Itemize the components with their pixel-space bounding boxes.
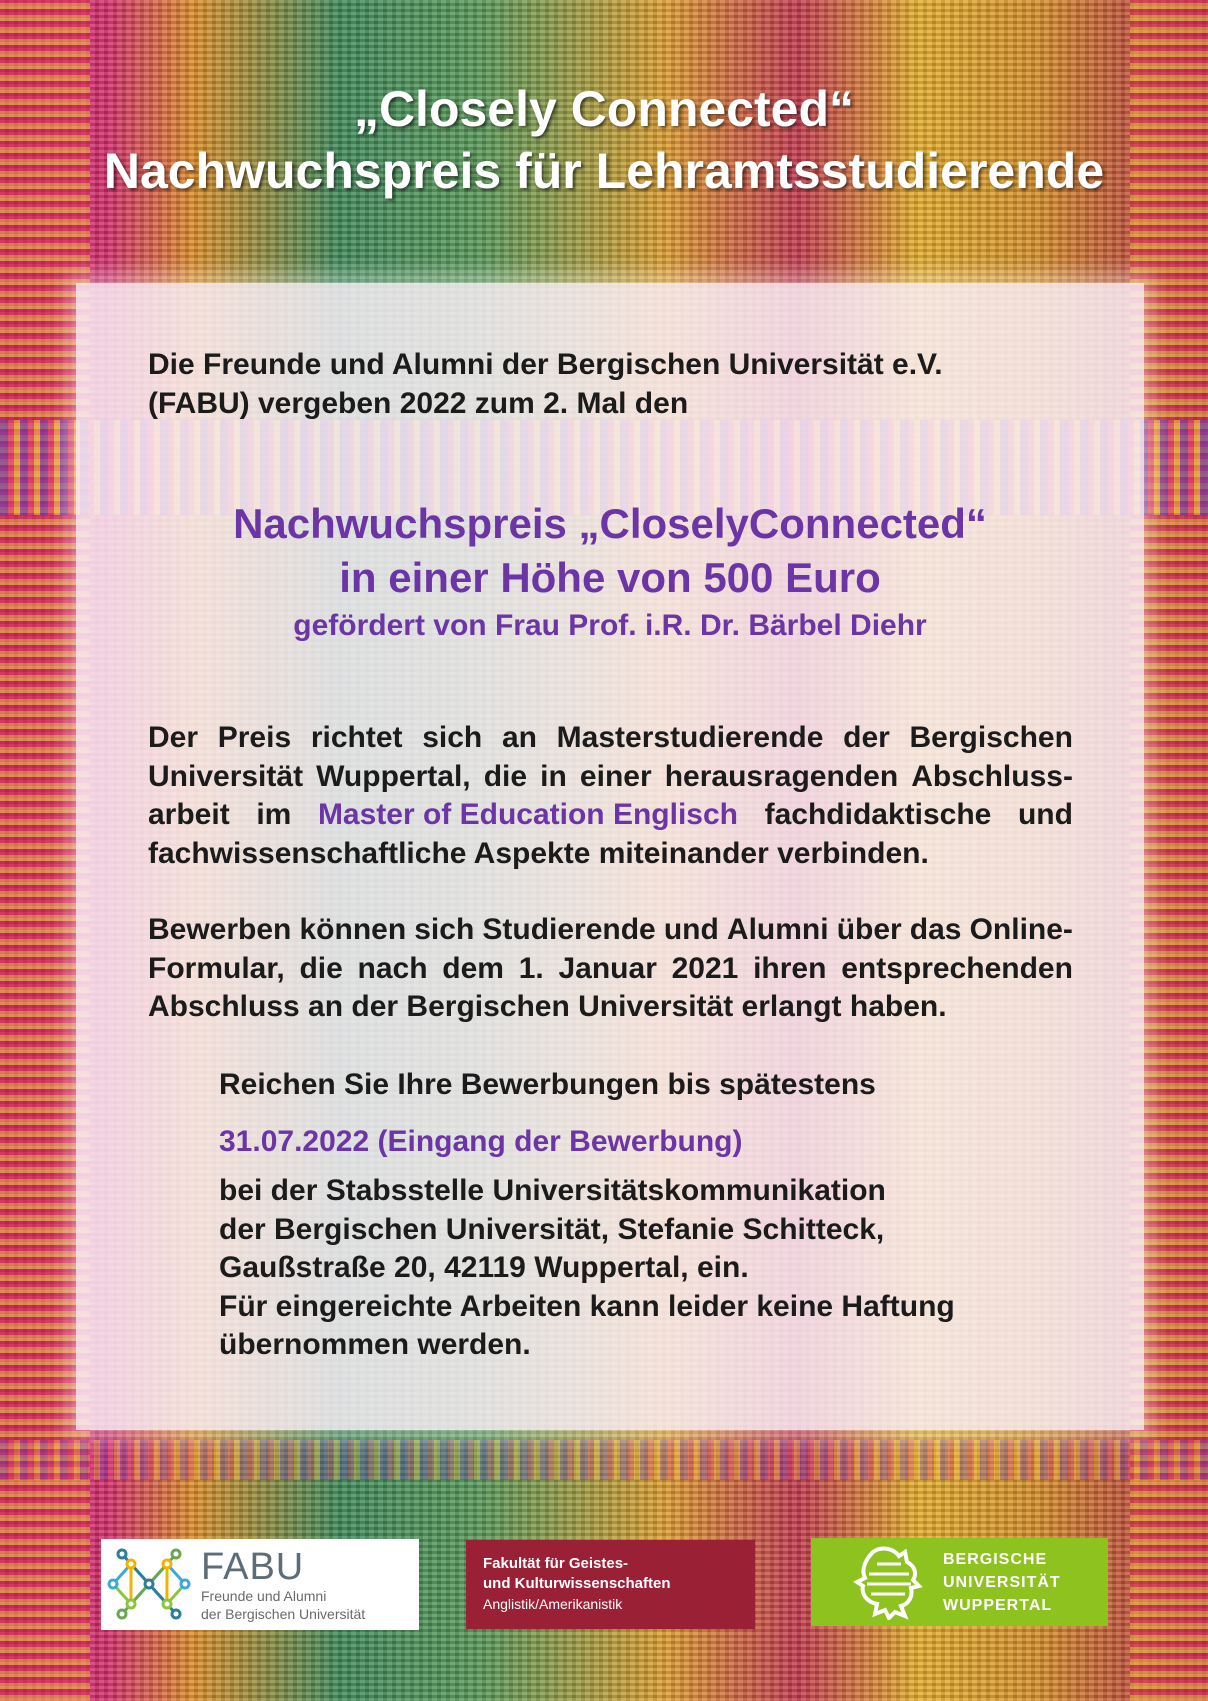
prize-sponsor: gefördert von Frau Prof. i.R. Dr. Bärbel Diehr: [293, 609, 927, 642]
word: Der: [148, 721, 199, 754]
word: und: [663, 913, 719, 946]
word: die: [299, 951, 343, 985]
department-name: Anglistik/Amerikanistik: [483, 1596, 623, 1612]
justified-line: [148, 796, 1073, 835]
address-line: der Bergischen Universität, Stefanie Schitteck,: [219, 1212, 885, 1246]
intro-line: (FABU) vergeben 2022 zum 2. Mal den: [148, 387, 689, 420]
word: Formular,: [148, 951, 285, 985]
network-icon: [105, 1544, 191, 1626]
word: fachdidaktische: [764, 798, 992, 831]
word: sich: [422, 721, 483, 754]
word: nach: [357, 951, 428, 985]
justified-line: [148, 950, 1073, 989]
word: können: [299, 913, 407, 946]
deadline-date: 31.07.2022 (Eingang der Bewerbung): [219, 1125, 743, 1158]
word: einer: [579, 759, 652, 793]
faculty-name: und Kulturwissenschaften: [483, 1575, 671, 1592]
header-title: „Closely Connected“: [353, 81, 855, 137]
word: ihren: [753, 951, 827, 985]
university-name-line: WUPPERTAL: [943, 1596, 1053, 1614]
word: 1.: [518, 951, 544, 985]
university-name-line: BERGISCHE: [943, 1550, 1048, 1568]
prize-title: Nachwuchspreis „CloselyConnected“: [233, 500, 987, 547]
program-name: Master of Education Englisch: [317, 798, 738, 831]
word: Januar: [558, 951, 657, 985]
paragraph-line: Abschluss an der Bergischen Universität erlangt haben.: [148, 990, 947, 1023]
fabu-name: FABU: [201, 1545, 305, 1588]
header-subtitle: Nachwuchspreis für Lehramtsstudierende: [103, 143, 1105, 199]
address-line: bei der Stabsstelle Universitätskommunikation: [219, 1174, 886, 1207]
intro-line: Die Freunde und Alumni der Bergischen Universität e.V.: [148, 348, 943, 381]
word: 2021: [671, 951, 739, 985]
lion-icon: [853, 1544, 925, 1620]
word: Preis: [217, 721, 292, 754]
word: dem: [442, 951, 504, 985]
word: Bewerben: [148, 913, 292, 946]
application-paragraph: [148, 911, 1073, 1027]
prize-amount: in einer Höhe von 500 Euro: [339, 554, 881, 601]
word: Online-: [969, 913, 1073, 946]
deadline-intro: Reichen Sie Ihre Bewerbungen bis spätestens: [219, 1068, 876, 1101]
intro-text: [148, 345, 1078, 423]
word: über: [836, 913, 902, 946]
liability-note: übernommen werden.: [219, 1328, 531, 1361]
word: das: [909, 913, 962, 946]
word: in: [540, 759, 567, 793]
word: richtet: [310, 721, 403, 754]
university-name-line: UNIVERSITÄT: [943, 1573, 1061, 1591]
word: Universität: [148, 759, 304, 793]
word: Alumni: [726, 913, 829, 946]
justified-line: [148, 758, 1073, 797]
university-name: [943, 1548, 1061, 1617]
word: die: [483, 759, 528, 793]
fabu-wordmark: [201, 1547, 365, 1623]
word: sich: [414, 913, 475, 946]
fabu-subtitle: der Bergischen Universität: [201, 1605, 366, 1622]
address-line: Gaußstraße 20, 42119 Wuppertal, ein.: [219, 1251, 749, 1284]
word: Studierende: [482, 913, 656, 946]
poster-header: [0, 78, 1208, 202]
word: herausragenden: [664, 759, 899, 793]
word: entsprechenden: [841, 951, 1073, 985]
submission-address: [219, 1172, 1079, 1365]
photo-credit-mark: [30, 1300, 44, 1360]
fabric-stripe: [0, 1440, 1208, 1480]
word: Bergischen: [909, 721, 1073, 754]
fabu-logo: [101, 1539, 419, 1630]
liability-note: Für eingereichte Arbeiten kann leider keine Haftung: [219, 1289, 955, 1323]
fabu-subtitle: Freunde und Alumni: [201, 1587, 327, 1604]
word: im: [256, 798, 292, 831]
word: und: [1017, 798, 1073, 831]
university-logo: [811, 1538, 1108, 1626]
word: arbeit: [148, 798, 230, 831]
faculty-logo: [466, 1540, 755, 1629]
word: Masterstudierende: [556, 721, 824, 754]
justified-line: [148, 719, 1073, 758]
justified-line: [148, 911, 1073, 950]
word: der: [843, 721, 890, 754]
word: Wuppertal,: [316, 759, 471, 793]
faculty-name: Fakultät für Geistes-: [483, 1555, 629, 1572]
paragraph-line: fachwissenschaftliche Aspekte miteinander verbinden.: [148, 836, 929, 870]
eligibility-paragraph: [148, 719, 1073, 873]
word: an: [501, 721, 537, 754]
word: Abschluss-: [911, 759, 1073, 793]
